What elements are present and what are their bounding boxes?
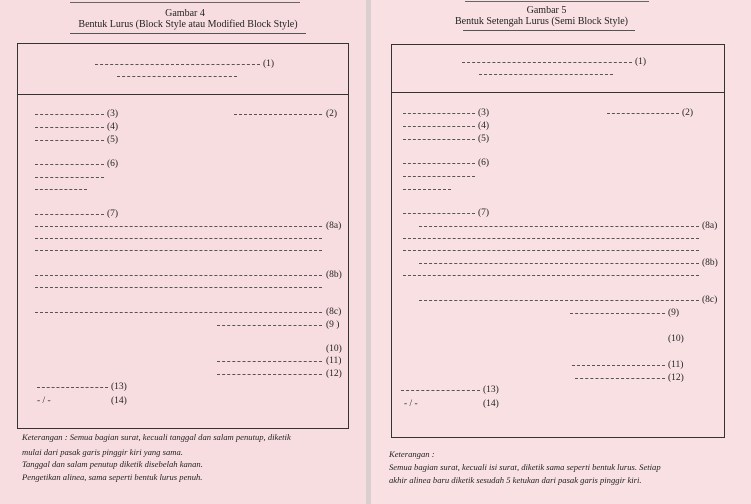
label-8b: (8b) <box>326 270 342 280</box>
number-line <box>403 113 475 114</box>
position-line <box>217 374 322 375</box>
number-line <box>35 114 104 115</box>
slash-mark: - / - <box>37 396 51 406</box>
letterhead-separator <box>17 94 349 95</box>
label-5: (5) <box>478 134 490 144</box>
page-left <box>0 0 366 504</box>
address-line <box>35 189 87 190</box>
label-6: (6) <box>107 159 119 169</box>
label-14: (14) <box>483 399 499 409</box>
body-line <box>35 287 322 288</box>
body-line <box>403 238 699 239</box>
label-7: (7) <box>107 209 119 219</box>
body-line <box>35 312 322 313</box>
closing-line <box>217 325 322 326</box>
date-line <box>607 113 679 114</box>
slash-mark: - / - <box>404 399 418 409</box>
body-line <box>419 226 699 227</box>
note-line: Pengetikan alinea, sama seperti bentuk lurus penuh. <box>22 472 203 482</box>
title-underline <box>70 33 306 34</box>
label-11: (11) <box>326 356 342 366</box>
label-9: (9 ) <box>326 320 340 330</box>
attachment-line <box>35 127 104 128</box>
date-line <box>234 114 322 115</box>
label-4: (4) <box>478 121 490 131</box>
note-line: mulai dari pasak garis pinggir kiri yang sama. <box>22 447 183 457</box>
signature-line <box>572 365 665 366</box>
label-8a: (8a) <box>326 221 342 231</box>
address-line <box>35 177 104 178</box>
page-right <box>371 0 751 504</box>
body-line <box>35 238 322 239</box>
label-2: (2) <box>326 109 338 119</box>
figure-number: Gambar 4 <box>165 8 205 19</box>
position-line <box>575 378 665 379</box>
label-12: (12) <box>668 373 684 383</box>
letterhead-line <box>479 74 613 75</box>
label-8c: (8c) <box>326 307 342 317</box>
label-8a: (8a) <box>702 221 718 231</box>
figure-title: Bentuk Lurus (Block Style atau Modified Block Style) <box>78 19 298 30</box>
address-line <box>403 189 451 190</box>
note-line: Semua bagian surat, kecuali isi surat, diketik sama seperti bentuk lurus. Setiap <box>389 462 661 472</box>
note-line: Keterangan : Semua bagian surat, kecuali tanggal dan salam penutup, diketik <box>22 432 291 442</box>
label-13: (13) <box>111 382 127 392</box>
body-line <box>35 226 322 227</box>
top-rule <box>70 2 300 3</box>
body-line <box>35 275 322 276</box>
salutation-line <box>403 213 475 214</box>
label-7: (7) <box>478 208 490 218</box>
label-1: (1) <box>635 57 647 67</box>
body-line <box>403 275 699 276</box>
letterhead-line <box>117 76 237 77</box>
signature-line <box>217 361 322 362</box>
body-line <box>419 300 699 301</box>
letter-frame <box>17 43 349 429</box>
body-line <box>35 250 322 251</box>
body-line <box>403 250 699 251</box>
subject-line <box>35 140 104 141</box>
label-3: (3) <box>107 109 119 119</box>
label-8b: (8b) <box>702 258 718 268</box>
label-5: (5) <box>107 135 119 145</box>
label-12: (12) <box>326 369 342 379</box>
cc-line <box>401 390 480 391</box>
label-6: (6) <box>478 158 490 168</box>
label-4: (4) <box>107 122 119 132</box>
cc-line <box>37 387 108 388</box>
top-rule <box>465 1 649 2</box>
letterhead-line <box>462 62 632 63</box>
letterhead-line <box>95 64 260 65</box>
address-line <box>403 176 475 177</box>
label-8c: (8c) <box>702 295 718 305</box>
label-2: (2) <box>682 108 694 118</box>
label-9: (9) <box>668 308 680 318</box>
label-1: (1) <box>263 59 275 69</box>
figure-title: Bentuk Setengah Lurus (Semi Block Style) <box>454 16 629 27</box>
letterhead-separator <box>391 92 725 93</box>
body-line <box>419 263 699 264</box>
label-10: (10) <box>668 334 684 344</box>
label-11: (11) <box>668 360 684 370</box>
label-10: (10) <box>326 344 342 354</box>
label-13: (13) <box>483 385 499 395</box>
closing-line <box>570 313 665 314</box>
note-line: akhir alinea baru diketik sesudah 5 ketukan dari pasak garis pinggir kiri. <box>389 475 642 485</box>
note-line: Tanggal dan salam penutup diketik disebelah kanan. <box>22 459 203 469</box>
figure-number: Gambar 5 <box>526 5 567 16</box>
label-14: (14) <box>111 396 127 406</box>
address-line <box>35 164 104 165</box>
subject-line <box>403 139 475 140</box>
salutation-line <box>35 214 104 215</box>
label-3: (3) <box>478 108 490 118</box>
address-line <box>403 163 475 164</box>
attachment-line <box>403 126 475 127</box>
note-line: Keterangan : <box>389 449 435 459</box>
title-underline <box>463 30 635 31</box>
